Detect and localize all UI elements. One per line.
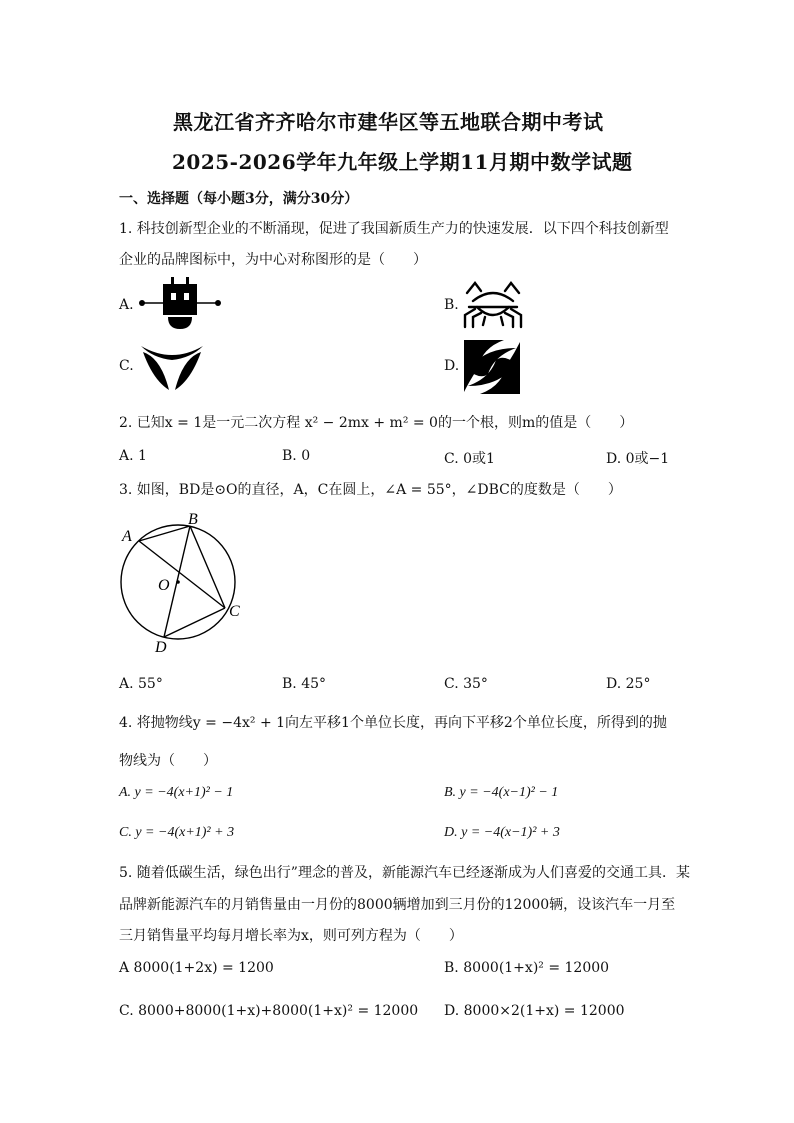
figure-label-o: O [158,577,170,594]
q1-option-c-label: C. [119,358,134,374]
q2-option-c: C. 0或1 [444,451,495,467]
q3-option-a: A. 55° [119,676,163,692]
swirl-square-logo-icon [464,340,520,394]
page-title-line2: 2025-2026学年九年级上学期11月期中数学试题 [172,150,633,174]
robot-logo-icon [138,277,222,333]
q4-option-b: B. y = −4(x−1)² − 1 [444,785,559,800]
q1-option-d-label: D. [444,358,460,374]
q3-option-c: C. 35° [444,676,488,692]
q4-option-d: D. y = −4(x−1)² + 3 [444,825,560,840]
q5-option-c: C. 8000+8000(1+x)+8000(1+x)² = 12000 [119,1003,419,1019]
q2-option-b: B. 0 [282,448,311,464]
three-blade-logo-icon [139,342,205,392]
q3-option-b: B. 45° [282,676,327,692]
q3-stem: 3. 如图，BD是⊙O的直径，A，C在圆上，∠A = 55°，∠DBC的度数是（ ） [119,482,622,498]
q3-option-d: D. 25° [606,676,651,692]
q2-option-d: D. 0或−1 [606,451,670,467]
q4-stem-line1: 4. 将抛物线y = −4x² + 1向左平移1个单位长度，再向下平移2个单位长度，所得到的抛 [119,715,667,731]
q2-option-a: A. 1 [119,448,147,464]
q5-stem-line3: 三月销售量平均每月增长率为x，则可列方程为（ ） [119,928,463,944]
q1-stem-line1: 1. 科技创新型企业的不断涌现，促进了我国新质生产力的快速发展．以下四个科技创新型 [119,221,669,237]
crab-logo-icon [463,279,523,331]
section-heading: 一、选择题（每小题3分，满分30分） [119,191,359,207]
q5-option-d: D. 8000×2(1+x) = 12000 [444,1003,625,1019]
figure-label-d: D [155,639,167,656]
q5-stem-line1: 5. 随着低碳生活，绿色出行”理念的普及，新能源汽车已经逐渐成为人们喜爱的交通工具．某 [119,865,690,881]
figure-label-c: C [229,603,240,620]
figure-label-b: B [188,511,198,528]
q4-option-a: A. y = −4(x+1)² − 1 [119,785,234,800]
q5-option-a: A 8000(1+2x) = 1200 [119,960,274,976]
circle-geometry-figure [114,510,254,660]
q5-stem-line2: 品牌新能源汽车的月销售量由一月份的8000辆增加到三月份的12000辆，设该汽车一月至 [119,897,676,913]
q1-option-b-label: B. [444,297,459,313]
page-title-line1: 黑龙江省齐齐哈尔市建华区等五地联合期中考试 [173,110,604,134]
figure-label-a: A [122,528,132,545]
q4-stem-line2: 物线为（ ） [119,753,217,769]
q5-option-b: B. 8000(1+x)² = 12000 [444,960,610,976]
q1-stem-line2: 企业的品牌图标中，为中心对称图形的是（ ） [119,252,427,268]
q1-option-a-label: A. [119,297,134,313]
q2-stem: 2. 已知x = 1是一元二次方程 x² − 2mx + m² = 0的一个根，则m的值是（ ） [119,415,634,431]
q4-option-c: C. y = −4(x+1)² + 3 [119,825,235,840]
